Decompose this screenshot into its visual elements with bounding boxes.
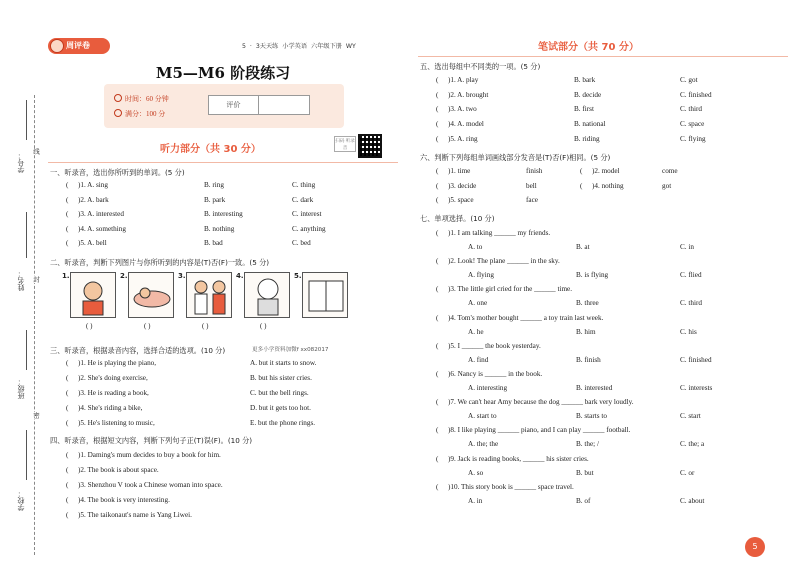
answer-paren[interactable]: ( xyxy=(436,257,439,266)
picture-panel xyxy=(244,272,290,318)
item-p2[interactable]: ( xyxy=(580,167,583,175)
question-text: )6. Nancy is ______ in the book. xyxy=(448,370,543,378)
question-text: )8. I like playing ______ piano, and I can play ______ football. xyxy=(448,426,631,435)
item-n: )5. He's listening to music, xyxy=(78,419,155,427)
item-b: B. ring xyxy=(204,181,224,189)
badge-label: 周评卷 xyxy=(66,41,90,50)
item-n: )4. A. something xyxy=(78,224,126,233)
item-n: )3. He is reading a book, xyxy=(78,389,149,397)
item-c: C. space xyxy=(680,120,705,129)
answer-paren[interactable]: ( xyxy=(436,482,439,491)
item-b: B. interesting xyxy=(204,210,243,219)
time-info xyxy=(114,94,169,104)
option-row xyxy=(436,469,776,480)
answer-paren[interactable]: ( xyxy=(66,389,69,397)
answer-paren[interactable]: ( xyxy=(66,511,69,519)
cut-line xyxy=(34,95,35,555)
item-b: B. first xyxy=(574,105,594,114)
option-a[interactable]: A. he xyxy=(468,327,484,336)
option-row xyxy=(436,356,776,367)
list-item xyxy=(66,225,406,236)
answer-paren[interactable]: ( xyxy=(436,454,439,463)
option-a[interactable]: A. interesting xyxy=(468,384,508,392)
option-b[interactable]: B. at xyxy=(576,243,590,251)
name-label: 姓名： xyxy=(17,270,25,291)
item-p1[interactable]: ( xyxy=(436,167,439,175)
picture-number: 5. xyxy=(294,272,302,280)
item-n: )4. The book is very interesting. xyxy=(78,496,170,504)
student-number-line xyxy=(26,100,27,140)
answer-paren[interactable]: ( ) xyxy=(202,322,209,330)
question-item xyxy=(436,426,776,437)
page-title: M5—M6 阶段练习 xyxy=(155,64,291,82)
item-w1: bell xyxy=(526,181,537,190)
question-text: )7. We can't hear Amy because the dog ______ bark very loudly. xyxy=(448,398,634,407)
list-item xyxy=(66,404,406,415)
option-c[interactable]: C. flied xyxy=(680,271,702,280)
evaluation-label: 评价 xyxy=(209,96,259,114)
answer-paren[interactable]: ( xyxy=(66,359,69,367)
item-n: )4. She's riding a bike, xyxy=(78,404,143,412)
answer-paren[interactable]: ( ) xyxy=(260,322,267,330)
option-a[interactable]: A. so xyxy=(468,468,484,477)
list-item xyxy=(66,359,406,370)
option-b[interactable]: B. him xyxy=(576,327,596,336)
answer-paren[interactable]: ( xyxy=(436,134,439,143)
answer-paren[interactable]: ( xyxy=(66,466,69,474)
item-c: C. got xyxy=(680,76,698,84)
item-n: )2. A. bark xyxy=(78,195,109,204)
item-n: )1. Daming's mum decides to buy a book for him. xyxy=(78,451,221,459)
list-item xyxy=(66,374,406,385)
question-text: )10. This story book is ______ space travel. xyxy=(448,482,574,491)
watermark-text: 更多小学资料加微f xx082017 xyxy=(252,347,329,353)
list-item xyxy=(66,389,406,400)
answer-paren[interactable]: ( xyxy=(66,496,69,504)
item-n: )1. A. play xyxy=(448,76,479,84)
item-c: C. flying xyxy=(680,134,706,143)
question-text: )5. I ______ the book yesterday. xyxy=(448,341,541,350)
question-text: )9. Jack is reading books, ______ his sister cries. xyxy=(448,454,589,463)
answer-paren[interactable]: ( xyxy=(436,313,439,322)
list-item xyxy=(66,511,406,522)
q6-heading: 六、判断下列每组单词画线部分发音是(T)否(F)相同。(5 分) xyxy=(420,153,611,162)
q2-heading: 二、听录音，判断下列图片与你所听到的内容是(T)否(F)一致。(5 分) xyxy=(50,258,270,267)
cut-mark-mi: 密 xyxy=(32,412,39,419)
name-line xyxy=(26,212,27,258)
mascot-icon xyxy=(50,39,64,53)
item-n: )3. A. two xyxy=(448,105,477,114)
list-item xyxy=(436,91,776,102)
item-b: B. park xyxy=(204,195,226,204)
question-item xyxy=(436,314,776,325)
picture-number: 4. xyxy=(236,272,244,280)
item-a1: )3. decide xyxy=(448,181,477,190)
section-divider xyxy=(418,56,788,57)
picture-panel xyxy=(70,272,116,318)
item-b: B. bad xyxy=(204,239,223,248)
item-a2: )4. nothing xyxy=(592,181,624,190)
weekly-test-badge xyxy=(48,38,110,54)
answer-paren[interactable]: ( xyxy=(66,419,69,427)
exam-info-box xyxy=(104,84,344,128)
school-line xyxy=(26,430,27,480)
option-row xyxy=(436,299,776,310)
series-info: 5 · 3天天练 小学英语 六年级下册 WY xyxy=(242,43,356,50)
answer-paren[interactable]: ( xyxy=(436,120,439,129)
item-w1: finish xyxy=(526,167,543,175)
item-w1: face xyxy=(526,196,538,204)
option-a[interactable]: A. to xyxy=(468,243,483,251)
couple-walking-icon xyxy=(187,273,232,318)
q3-heading: 三、听录音，根据录音内容，选择合适的选项。(10 分) xyxy=(50,346,226,355)
item-c: C. dark xyxy=(292,195,314,204)
item-c: C. bed xyxy=(292,239,311,248)
answer-paren[interactable]: ( xyxy=(436,398,439,407)
score-text: 满分：100 分 xyxy=(125,110,166,118)
room-window-icon xyxy=(303,273,348,318)
answer-paren[interactable]: ( xyxy=(66,210,69,219)
answer-paren[interactable]: ( xyxy=(66,195,69,204)
item-n: )1. A. sing xyxy=(78,181,108,189)
binding-margin xyxy=(0,0,40,566)
question-item xyxy=(436,398,776,409)
option-b[interactable]: B. is flying xyxy=(576,271,609,280)
class-label: 班级： xyxy=(17,378,25,399)
item-n: )5. A. ring xyxy=(448,134,478,143)
cut-mark-xian: 线 xyxy=(32,148,39,155)
item-a1: )5. space xyxy=(448,196,474,204)
item-c: C. interest xyxy=(292,210,322,219)
question-item xyxy=(436,229,776,240)
item-p1[interactable]: ( xyxy=(436,181,439,190)
question-item xyxy=(436,483,776,494)
option-a[interactable]: A. the; the xyxy=(468,440,499,449)
question-text: )2. Look! The plane ______ in the sky. xyxy=(448,257,560,266)
item-w2: come xyxy=(662,167,678,175)
item-a: E. but the phone rings. xyxy=(250,419,316,427)
item-b: B. decide xyxy=(574,90,602,99)
option-a[interactable]: A. one xyxy=(468,299,488,308)
item-p1[interactable]: ( xyxy=(436,196,439,204)
item-c: C. third xyxy=(680,105,702,114)
item-c: C. finished xyxy=(680,90,712,99)
picture-panel xyxy=(302,272,348,318)
question-item xyxy=(436,370,776,381)
score-info xyxy=(114,109,165,119)
answer-paren[interactable]: ( xyxy=(436,76,439,84)
list-item xyxy=(436,182,776,193)
answer-paren[interactable]: ( xyxy=(436,426,439,435)
q4-heading: 四、听录音，根据短文内容，判断下列句子正(T)误(F)。(10 分) xyxy=(50,436,253,445)
check-icon xyxy=(114,109,122,117)
answer-paren[interactable]: ( xyxy=(66,181,69,189)
list-item xyxy=(436,196,776,207)
item-n: )3. Shenzhou V took a Chinese woman into space. xyxy=(78,481,223,489)
option-c[interactable]: C. start xyxy=(680,412,701,421)
question-text: )3. The little girl cried for the ______ time. xyxy=(448,285,573,294)
picture-panel xyxy=(128,272,174,318)
question-text: )1. I am talking ______ my friends. xyxy=(448,229,551,237)
list-item xyxy=(436,135,776,146)
list-item xyxy=(66,196,406,207)
answer-paren[interactable]: ( xyxy=(436,370,439,378)
option-row xyxy=(436,243,776,254)
option-c[interactable]: C. his xyxy=(680,327,697,336)
option-b[interactable]: B. starts to xyxy=(576,412,607,421)
picture-panel xyxy=(186,272,232,318)
item-a2: )2. model xyxy=(592,167,620,175)
option-row xyxy=(436,328,776,339)
option-a[interactable]: A. in xyxy=(468,496,483,505)
item-c: C. thing xyxy=(292,181,316,189)
answer-paren[interactable]: ( ) xyxy=(86,322,93,330)
item-n: )5. A. bell xyxy=(78,239,107,248)
item-n: )2. The book is about space. xyxy=(78,466,159,474)
list-item xyxy=(436,167,776,178)
evaluation-box[interactable] xyxy=(208,95,310,115)
header-strip xyxy=(48,36,398,56)
item-a: D. but it gets too hot. xyxy=(250,404,311,412)
list-item xyxy=(66,210,406,221)
item-p2[interactable]: ( xyxy=(580,181,583,190)
boy-swimming-icon xyxy=(129,273,174,318)
option-row xyxy=(436,384,776,395)
item-a1: )1. time xyxy=(448,167,471,175)
list-item xyxy=(436,76,776,87)
option-row xyxy=(436,497,776,508)
page-number: 5 xyxy=(745,537,765,557)
answer-paren[interactable]: ( xyxy=(436,229,439,237)
student-number-label: 学号： xyxy=(17,152,25,173)
astronaut-icon xyxy=(245,273,290,318)
option-b[interactable]: B. finish xyxy=(576,355,601,364)
answer-paren[interactable]: ( xyxy=(436,341,439,350)
listening-section-title: 听力部分（共 30 分） xyxy=(160,144,261,155)
answer-paren[interactable]: ( xyxy=(66,451,69,459)
question-text: )4. Tom's mother bought ______ a toy train last week. xyxy=(448,313,604,322)
answer-paren[interactable]: ( xyxy=(436,105,439,114)
option-row xyxy=(436,440,776,451)
item-b: B. riding xyxy=(574,134,600,143)
picture-number: 3. xyxy=(178,272,186,280)
answer-paren[interactable]: ( xyxy=(66,239,69,248)
school-label: 学校： xyxy=(17,490,25,511)
item-n: )5. The taikonaut's name is Yang Liwei. xyxy=(78,511,192,519)
answer-paren[interactable]: ( xyxy=(436,285,439,294)
list-item xyxy=(66,181,406,192)
q7-heading: 七、单项选择。(10 分) xyxy=(420,214,495,223)
option-c[interactable]: C. interests xyxy=(680,384,713,392)
option-c[interactable]: C. third xyxy=(680,299,702,308)
option-c[interactable]: C. or xyxy=(680,468,695,477)
cut-mark-feng: 封 xyxy=(32,276,39,283)
question-item xyxy=(436,257,776,268)
item-c: C. anything xyxy=(292,224,326,233)
item-n: )4. A. model xyxy=(448,120,484,129)
option-c[interactable]: C. finished xyxy=(680,355,712,364)
option-row xyxy=(436,271,776,282)
item-a: C. but the bell rings. xyxy=(250,389,309,397)
question-item xyxy=(436,455,776,466)
item-a: A. but it starts to snow. xyxy=(250,359,317,367)
option-b[interactable]: B. of xyxy=(576,496,591,505)
answer-paren[interactable]: ( xyxy=(436,90,439,99)
list-item xyxy=(66,451,406,462)
option-a[interactable]: A. start to xyxy=(468,412,497,421)
item-b: B. national xyxy=(574,120,606,129)
question-item xyxy=(436,285,776,296)
item-n: )2. She's doing exercise, xyxy=(78,374,148,382)
option-b[interactable]: B. but xyxy=(576,468,594,477)
q5-heading: 五、选出每组中不同类的一项。(5 分) xyxy=(420,62,541,71)
item-n: )3. A. interested xyxy=(78,210,124,219)
time-text: 时间：60 分钟 xyxy=(125,95,169,103)
option-b[interactable]: B. three xyxy=(576,299,599,308)
class-line xyxy=(26,330,27,370)
list-item xyxy=(436,105,776,116)
qr-code-icon[interactable] xyxy=(358,134,382,158)
item-a: B. but his sister cries. xyxy=(250,374,312,382)
option-b[interactable]: B. the; / xyxy=(576,440,599,449)
item-n: )1. He is playing the piano, xyxy=(78,359,157,367)
option-c[interactable]: C. about xyxy=(680,496,705,505)
section-divider xyxy=(48,162,398,163)
scan-tag: 扫码 听录音 xyxy=(335,138,355,150)
list-item xyxy=(436,120,776,131)
item-b: B. bark xyxy=(574,76,596,84)
option-a[interactable]: A. flying xyxy=(468,271,494,280)
answer-paren[interactable]: ( xyxy=(66,224,69,233)
item-n: )2. A. brought xyxy=(448,90,489,99)
list-item xyxy=(66,419,406,430)
answer-paren[interactable]: ( xyxy=(66,374,69,382)
answer-paren[interactable]: ( ) xyxy=(144,322,151,330)
item-w2: got xyxy=(662,181,672,190)
option-b[interactable]: B. interested xyxy=(576,384,613,392)
option-c[interactable]: C. in xyxy=(680,243,694,251)
girl-reading-icon xyxy=(71,273,116,318)
picture-number: 1. xyxy=(62,272,70,280)
answer-paren[interactable]: ( xyxy=(66,481,69,489)
q1-heading: 一、听录音，选出你所听到的单词。(5 分) xyxy=(50,168,185,177)
option-c[interactable]: C. the; a xyxy=(680,440,705,449)
option-row xyxy=(436,412,776,423)
question-item xyxy=(436,342,776,353)
picture-number: 2. xyxy=(120,272,128,280)
list-item xyxy=(66,466,406,477)
option-a[interactable]: A. find xyxy=(468,355,489,364)
list-item xyxy=(66,496,406,507)
written-section-title: 笔试部分（共 70 分） xyxy=(538,42,639,53)
list-item xyxy=(66,481,406,492)
item-b: B. nothing xyxy=(204,224,235,233)
clock-icon xyxy=(114,94,122,102)
list-item xyxy=(66,239,406,250)
answer-paren[interactable]: ( xyxy=(66,404,69,412)
